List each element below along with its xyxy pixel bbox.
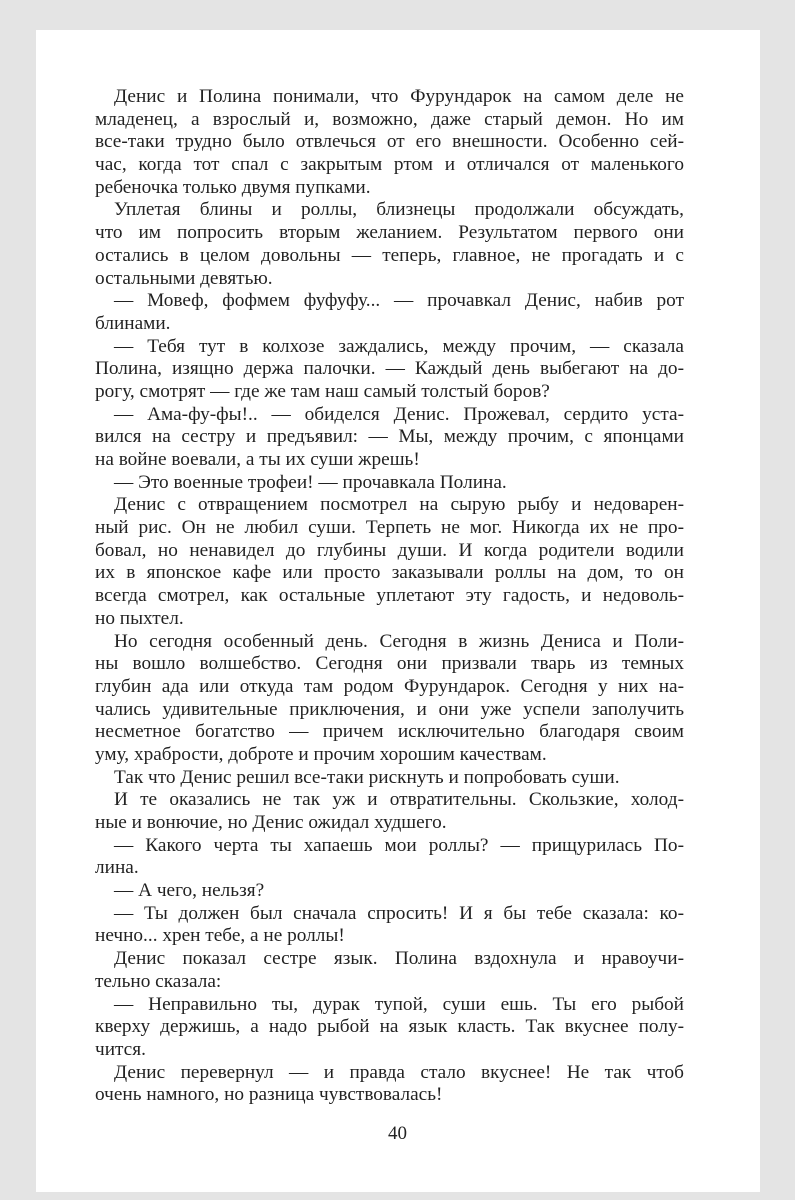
text-line: лина.	[95, 857, 139, 879]
text-line: ребеночка только двумя пупками.	[95, 176, 371, 198]
paragraph	[76, 903, 684, 948]
text-line: на войне воевали, а ты их суши жрешь!	[95, 449, 420, 470]
text-line: ны вошло волшебство. Сегодня они призвали тварь из темных	[95, 653, 684, 675]
text-line: остальными девятью.	[95, 267, 273, 289]
text-line: тельно сказала:	[95, 970, 222, 992]
text-line: нечно... хрен тебе, а не роллы!	[95, 925, 345, 947]
text-line: очень намного, но разница чувствовалась!	[95, 1084, 443, 1106]
text-line: бовал, но ненавидел до глубины души. И когда родители водили	[95, 539, 684, 561]
page-number: 40	[388, 1123, 407, 1144]
text-line: но пыхтел.	[95, 607, 184, 629]
paragraph	[76, 767, 684, 790]
paragraph	[76, 835, 684, 880]
text-line: ный рис. Он не любил суши. Терпеть не мог. Никогда их не про-	[95, 517, 684, 539]
paragraph	[76, 880, 684, 903]
text-line: чится.	[95, 1038, 146, 1060]
paragraph	[76, 631, 684, 767]
text-line: — Это военные трофеи! — прочавкала Полина.	[114, 471, 507, 493]
paragraph	[76, 290, 684, 335]
text-line: всегда смотрел, как остальные уплетают эту гадость, и недоволь-	[95, 585, 684, 607]
text-line: — А чего, нельзя?	[114, 880, 265, 902]
text-line: Денис показал сестре язык. Полина вздохнула и нравоучи-	[114, 948, 684, 970]
text-line: блинами.	[95, 312, 171, 334]
text-line: — Ты должен был сначала спросить! И я бы тебе сказала: ко-	[114, 902, 684, 924]
text-line: — Ама-фу-фы!.. — обиделся Денис. Прожевал, сердито уста-	[114, 403, 684, 425]
text-line: Так что Денис решил все-таки рискнуть и попробовать суши.	[114, 766, 620, 788]
text-line: И те оказались не так уж и отвратительны. Скользкие, холод-	[114, 789, 684, 811]
text-line: — Тебя тут в колхозе заждались, между прочим, — сказала	[114, 335, 684, 357]
paragraph	[76, 86, 684, 199]
paragraph	[76, 948, 684, 993]
paragraph	[76, 336, 684, 404]
text-line: рогу, смотрят — где же там наш самый толстый боров?	[95, 380, 550, 402]
text-line: Денис и Полина понимали, что Фурундарок на самом деле не	[114, 86, 684, 107]
text-line: что им попросить вторым желанием. Результатом первого они	[95, 222, 684, 244]
text-line: — Какого черта ты хапаешь мои роллы? — прищурилась По-	[114, 834, 684, 856]
text-line: чались удивительные приключения, и они уже успели заполучить	[95, 698, 684, 720]
text-line: несметное богатство — причем исключительно благодаря своим	[95, 721, 684, 743]
text-line: Полина, изящно держа палочки. — Каждый день выбегают на до-	[95, 358, 684, 380]
text-line: уму, храбрости, доброте и прочим хорошим качествам.	[95, 743, 547, 765]
paragraph	[76, 1062, 684, 1107]
text-line: младенец, а взрослый и, возможно, даже старый демон. Но им	[95, 108, 684, 130]
paragraph	[76, 472, 684, 495]
paragraph	[76, 199, 684, 290]
text-line: Но сегодня особенный день. Сегодня в жизнь Дениса и Поли-	[114, 630, 684, 652]
text-line: Уплетая блины и роллы, близнецы продолжали обсуждать,	[114, 199, 684, 221]
text-line: все-таки трудно было отвлечься от его внешности. Особенно сей-	[95, 131, 684, 153]
paragraph	[76, 994, 684, 1062]
text-line: кверху держишь, а надо рыбой на язык класть. Так вкуснее полу-	[95, 1016, 684, 1038]
paragraph	[76, 404, 684, 472]
text-line: глубин ада или откуда там родом Фурундарок. Сегодня у них на-	[95, 675, 684, 697]
text-line: час, когда тот спал с закрытым ртом и отличался от маленького	[95, 154, 684, 176]
text-line: вился на сестру и предъявил: — Мы, между прочим, с японцами	[95, 426, 684, 448]
text-line: Денис перевернул — и правда стало вкуснее! Не так чтоб	[114, 1061, 684, 1083]
text-line: — Неправильно ты, дурак тупой, суши ешь. Ты его рыбой	[114, 993, 684, 1015]
text-line: Денис с отвращением посмотрел на сырую рыбу и недоварен-	[114, 494, 684, 516]
text-line: ные и вонючие, но Денис ожидал худшего.	[95, 812, 447, 833]
page-text	[76, 86, 684, 1107]
paragraph	[76, 789, 684, 834]
text-line: их в японское кафе или просто заказывали роллы на дом, то он	[95, 562, 684, 584]
text-line: — Мовеф, фофмем фуфуфу... — прочавкал Денис, набив рот	[114, 290, 684, 312]
paragraph	[76, 494, 684, 630]
text-line: остались в целом довольны — теперь, главное, не прогадать и с	[95, 244, 684, 266]
